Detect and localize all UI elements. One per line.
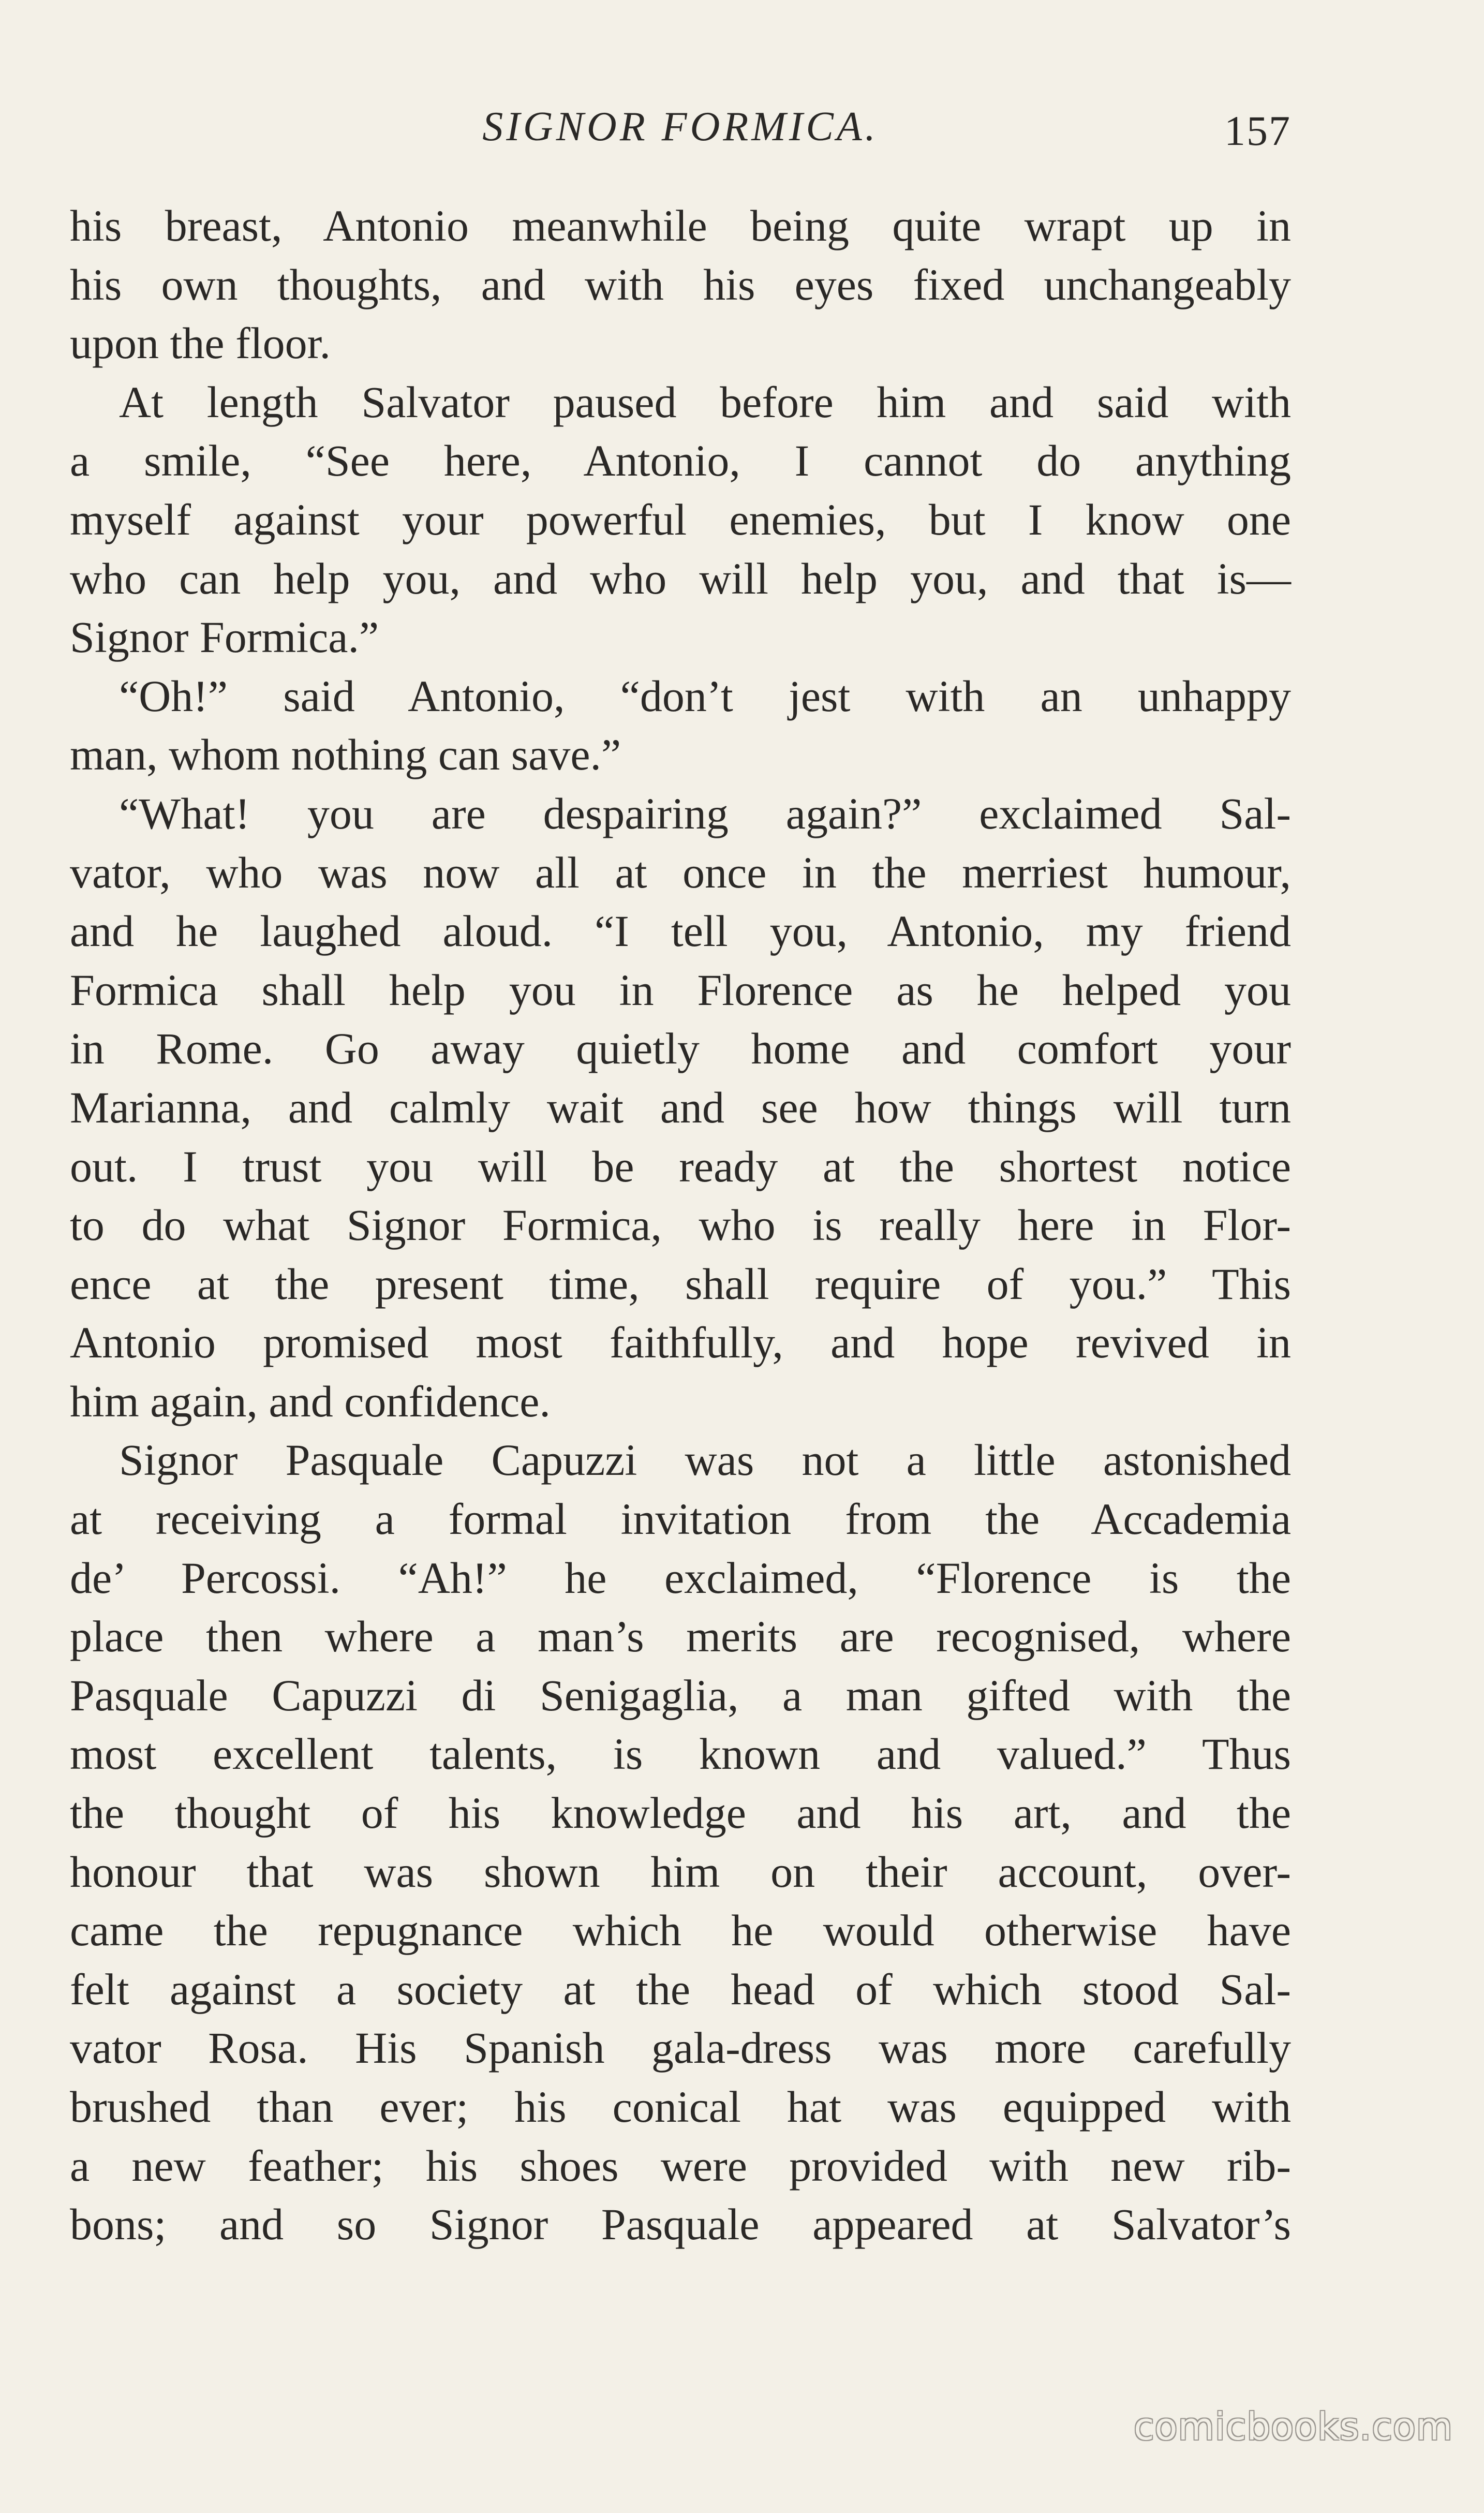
text-line: “What! you are despairing again?” exclaimed Sal- [119, 788, 1291, 838]
text-line: place then where a man’s merits are recognised, where [70, 1612, 1291, 1662]
page-header [70, 98, 1291, 155]
text-line: him again, and confidence. [70, 1376, 551, 1426]
text-line: “Oh!” said Antonio, “don’t jest with an unhappy [119, 671, 1291, 721]
text-line: out. I trust you will be ready at the shortest notice [70, 1141, 1291, 1191]
text-line: at receiving a formal invitation from the Accademia [70, 1494, 1291, 1544]
text-line: Signor Pasquale Capuzzi was not a little astonished [119, 1435, 1291, 1485]
text-line: to do what Signor Formica, who is really here in Flor- [70, 1200, 1291, 1250]
text-line: myself against your powerful enemies, but I know one [70, 494, 1291, 544]
text-line: upon the floor. [70, 318, 331, 368]
text-line: his own thoughts, and with his eyes fixed unchangeably [70, 259, 1291, 309]
text-line: Marianna, and calmly wait and see how things will turn [70, 1082, 1291, 1132]
text-line: ence at the present time, shall require of you.” This [70, 1259, 1291, 1309]
text-line: At length Salvator paused before him and said with [119, 377, 1291, 427]
text-line: came the repugnance which he would otherwise have [70, 1905, 1291, 1956]
text-line: in Rome. Go away quietly home and comfort your [70, 1024, 1291, 1074]
text-line: brushed than ever; his conical hat was equipped with [70, 2082, 1291, 2132]
body-text [70, 197, 1291, 2254]
text-line: and he laughed aloud. “I tell you, Antonio, my friend [70, 906, 1291, 956]
page-number: 157 [1224, 107, 1291, 154]
text-line: a new feather; his shoes were provided with new rib- [70, 2140, 1291, 2191]
text-line: Signor Formica.” [70, 612, 379, 662]
watermark-logo: comicbooks.com [1133, 2405, 1453, 2448]
text-line: who can help you, and who will help you, and that is— [70, 553, 1291, 603]
text-line: most excellent talents, is known and valued.” Thus [70, 1729, 1291, 1779]
running-title: SIGNOR FORMICA. [482, 104, 879, 150]
text-line: de’ Percossi. “Ah!” he exclaimed, “Florence is the [70, 1553, 1291, 1603]
text-line: man, whom nothing can save.” [70, 730, 621, 780]
text-line: Pasquale Capuzzi di Senigaglia, a man gifted with the [70, 1670, 1291, 1720]
text-line: Formica shall help you in Florence as he helped you [70, 965, 1291, 1015]
text-line: honour that was shown him on their account, over- [70, 1846, 1291, 1897]
text-line: his breast, Antonio meanwhile being quite wrapt up in [70, 201, 1291, 250]
text-line: vator Rosa. His Spanish gala-dress was more carefully [70, 2023, 1291, 2073]
text-line: bons; and so Signor Pasquale appeared at Salvator’s [70, 2199, 1291, 2250]
text-line: vator, who was now all at once in the merriest humour, [70, 847, 1291, 897]
text-line: the thought of his knowledge and his art, and the [70, 1788, 1291, 1838]
text-line: Antonio promised most faithfully, and hope revived in [70, 1318, 1291, 1368]
text-line: felt against a society at the head of which stood Sal- [70, 1964, 1291, 2014]
text-line: a smile, “See here, Antonio, I cannot do anything [70, 436, 1291, 486]
